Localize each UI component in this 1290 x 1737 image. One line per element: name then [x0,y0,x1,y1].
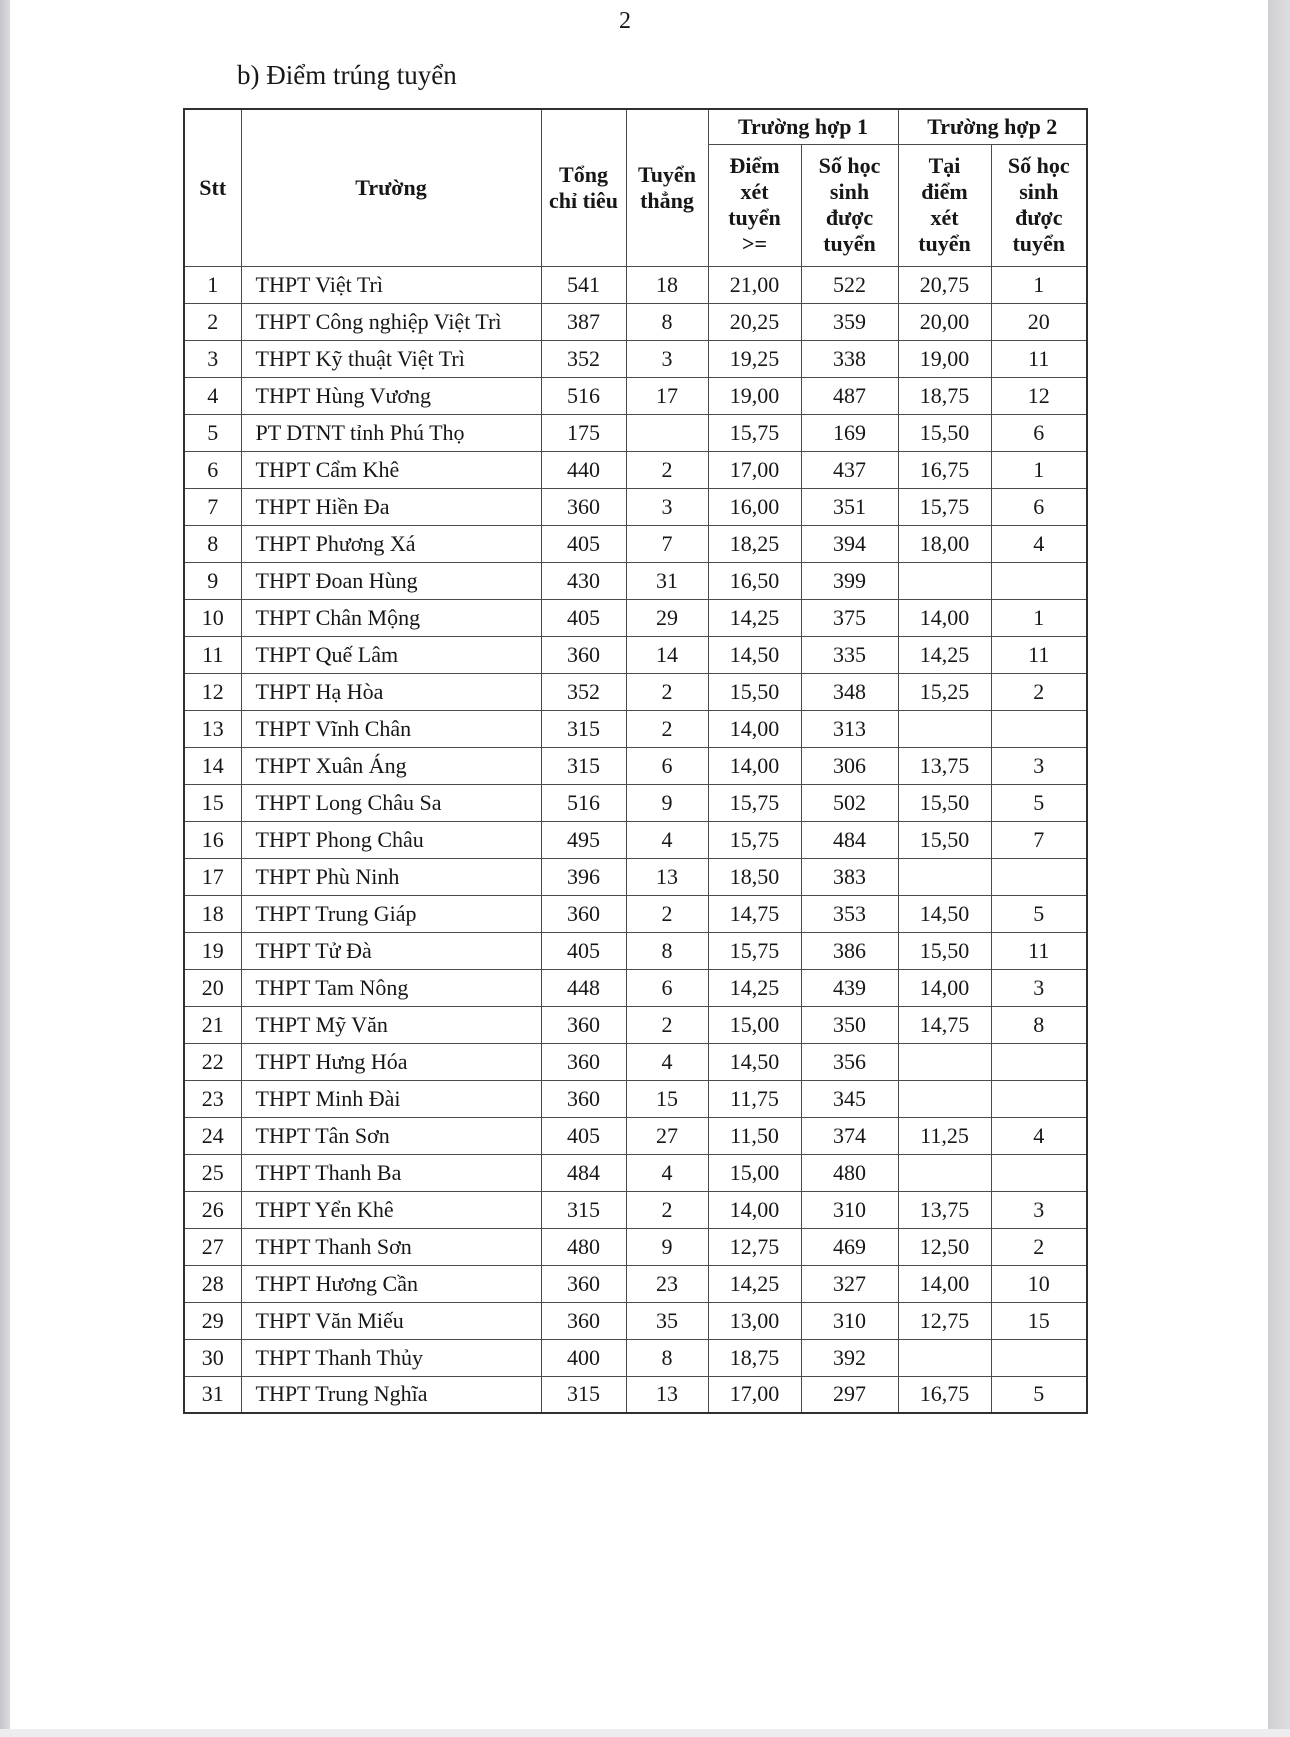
table-header [184,109,1087,266]
row-number: 23 [184,1080,241,1117]
case2-score-value: 15,50 [898,932,991,969]
total-quota-value: 315 [541,1191,626,1228]
row-number: 29 [184,1302,241,1339]
row-number: 12 [184,673,241,710]
case2-students-value: 5 [991,895,1087,932]
case2-students-value [991,1154,1087,1191]
row-number: 30 [184,1339,241,1376]
table-row [184,747,1087,784]
case1-score-value: 16,00 [708,488,801,525]
case1-score-value: 17,00 [708,1376,801,1413]
table-row [184,377,1087,414]
school-name: THPT Thanh Sơn [241,1228,541,1265]
direct-admission-value: 4 [626,1154,708,1191]
row-number: 26 [184,1191,241,1228]
row-number: 3 [184,340,241,377]
total-quota-value: 175 [541,414,626,451]
row-number: 22 [184,1043,241,1080]
school-name: THPT Trung Giáp [241,895,541,932]
case1-score-value: 14,25 [708,1265,801,1302]
row-number: 20 [184,969,241,1006]
direct-admission-value: 18 [626,266,708,303]
case1-score-value: 14,00 [708,747,801,784]
row-number: 2 [184,303,241,340]
total-quota-value: 516 [541,377,626,414]
header-case1-group: Trường hợp 1 [708,109,898,144]
total-quota-value: 360 [541,1080,626,1117]
row-number: 7 [184,488,241,525]
direct-admission-value: 17 [626,377,708,414]
table-row [184,710,1087,747]
case1-score-value: 15,00 [708,1154,801,1191]
total-quota-value: 360 [541,1006,626,1043]
total-quota-value: 315 [541,747,626,784]
direct-admission-value: 4 [626,1043,708,1080]
case2-score-value: 14,00 [898,1265,991,1302]
case1-students-value: 310 [801,1302,898,1339]
direct-admission-value: 13 [626,1376,708,1413]
case2-score-value: 14,00 [898,599,991,636]
case1-students-value: 439 [801,969,898,1006]
total-quota-value: 352 [541,673,626,710]
table-row [184,932,1087,969]
case1-students-value: 356 [801,1043,898,1080]
case2-score-value: 11,25 [898,1117,991,1154]
direct-admission-value: 15 [626,1080,708,1117]
direct-admission-value: 4 [626,821,708,858]
case1-score-value: 18,75 [708,1339,801,1376]
total-quota-value: 360 [541,1302,626,1339]
row-number: 15 [184,784,241,821]
case2-score-value [898,858,991,895]
school-name: THPT Vĩnh Chân [241,710,541,747]
case1-score-value: 21,00 [708,266,801,303]
table-row [184,1080,1087,1117]
case2-score-value: 16,75 [898,1376,991,1413]
case1-students-value: 392 [801,1339,898,1376]
case2-score-value [898,1080,991,1117]
case1-students-value: 335 [801,636,898,673]
table-row [184,1117,1087,1154]
school-name: THPT Kỹ thuật Việt Trì [241,340,541,377]
table-row [184,636,1087,673]
table-row [184,1302,1087,1339]
case1-score-value: 19,25 [708,340,801,377]
table-row [184,1376,1087,1413]
case1-students-value: 313 [801,710,898,747]
case1-score-value: 14,00 [708,710,801,747]
total-quota-value: 315 [541,1376,626,1413]
case1-students-value: 374 [801,1117,898,1154]
row-number: 17 [184,858,241,895]
header-school: Trường [241,109,541,266]
case1-students-value: 522 [801,266,898,303]
table-row [184,1191,1087,1228]
table-row [184,599,1087,636]
total-quota-value: 360 [541,1265,626,1302]
total-quota-value: 396 [541,858,626,895]
case1-score-value: 14,25 [708,599,801,636]
case1-students-value: 348 [801,673,898,710]
case2-score-value [898,710,991,747]
case1-students-value: 338 [801,340,898,377]
table-row [184,562,1087,599]
case1-score-value: 11,50 [708,1117,801,1154]
total-quota-value: 405 [541,932,626,969]
case2-score-value [898,562,991,599]
total-quota-value: 448 [541,969,626,1006]
table-body [184,266,1087,1413]
case2-students-value: 12 [991,377,1087,414]
case2-students-value: 20 [991,303,1087,340]
case1-score-value: 14,25 [708,969,801,1006]
table-row [184,673,1087,710]
total-quota-value: 387 [541,303,626,340]
direct-admission-value: 7 [626,525,708,562]
case2-students-value: 3 [991,747,1087,784]
school-name: THPT Hùng Vương [241,377,541,414]
table-row [184,525,1087,562]
case1-students-value: 394 [801,525,898,562]
total-quota-value: 352 [541,340,626,377]
table-row [184,895,1087,932]
row-number: 31 [184,1376,241,1413]
school-name: THPT Phong Châu [241,821,541,858]
total-quota-value: 360 [541,488,626,525]
school-name: THPT Phương Xá [241,525,541,562]
table-row [184,488,1087,525]
school-name: THPT Tử Đà [241,932,541,969]
case2-score-value: 18,75 [898,377,991,414]
direct-admission-value: 31 [626,562,708,599]
case2-students-value [991,1339,1087,1376]
table-row [184,266,1087,303]
direct-admission-value: 29 [626,599,708,636]
row-number: 8 [184,525,241,562]
case2-students-value: 6 [991,488,1087,525]
direct-admission-value: 3 [626,340,708,377]
total-quota-value: 315 [541,710,626,747]
direct-admission-value: 14 [626,636,708,673]
direct-admission-value: 6 [626,747,708,784]
direct-admission-value: 9 [626,784,708,821]
row-number: 16 [184,821,241,858]
school-name: THPT Hương Cần [241,1265,541,1302]
case1-students-value: 359 [801,303,898,340]
case2-students-value: 1 [991,266,1087,303]
case2-score-value: 12,75 [898,1302,991,1339]
case1-students-value: 502 [801,784,898,821]
case1-students-value: 399 [801,562,898,599]
total-quota-value: 360 [541,1043,626,1080]
header-case2-group: Trường hợp 2 [898,109,1087,144]
total-quota-value: 480 [541,1228,626,1265]
case2-score-value: 15,25 [898,673,991,710]
school-name: THPT Quế Lâm [241,636,541,673]
case1-score-value: 11,75 [708,1080,801,1117]
case2-score-value: 13,75 [898,747,991,784]
case1-score-value: 18,50 [708,858,801,895]
case1-score-value: 19,00 [708,377,801,414]
case2-students-value: 4 [991,525,1087,562]
direct-admission-value: 8 [626,1339,708,1376]
case2-students-value: 7 [991,821,1087,858]
header-case2-students: Số học sinh được tuyển [991,144,1087,266]
school-name: THPT Yển Khê [241,1191,541,1228]
case2-score-value: 13,75 [898,1191,991,1228]
case2-score-value: 15,50 [898,821,991,858]
case2-students-value [991,858,1087,895]
case2-score-value [898,1043,991,1080]
direct-admission-value: 27 [626,1117,708,1154]
case1-score-value: 18,25 [708,525,801,562]
case2-students-value: 2 [991,673,1087,710]
row-number: 27 [184,1228,241,1265]
case2-students-value: 15 [991,1302,1087,1339]
table-row [184,303,1087,340]
case1-students-value: 350 [801,1006,898,1043]
header-group-row [184,109,1087,144]
table-row [184,1228,1087,1265]
direct-admission-value: 23 [626,1265,708,1302]
direct-admission-value: 3 [626,488,708,525]
case1-score-value: 17,00 [708,451,801,488]
row-number: 6 [184,451,241,488]
case1-score-value: 16,50 [708,562,801,599]
total-quota-value: 405 [541,525,626,562]
case1-students-value: 386 [801,932,898,969]
total-quota-value: 541 [541,266,626,303]
case2-score-value: 12,50 [898,1228,991,1265]
case2-students-value: 2 [991,1228,1087,1265]
case2-students-value: 1 [991,451,1087,488]
row-number: 9 [184,562,241,599]
case2-students-value: 11 [991,340,1087,377]
school-name: THPT Tam Nông [241,969,541,1006]
case1-students-value: 469 [801,1228,898,1265]
table-row [184,451,1087,488]
case1-score-value: 14,50 [708,1043,801,1080]
header-case1-score: Điểm xét tuyển >= [708,144,801,266]
row-number: 28 [184,1265,241,1302]
case2-students-value: 1 [991,599,1087,636]
school-name: PT DTNT tỉnh Phú Thọ [241,414,541,451]
row-number: 5 [184,414,241,451]
case1-students-value: 484 [801,821,898,858]
case1-students-value: 480 [801,1154,898,1191]
scan-edge-left [0,0,10,1737]
row-number: 11 [184,636,241,673]
school-name: THPT Hạ Hòa [241,673,541,710]
case1-score-value: 20,25 [708,303,801,340]
case2-score-value: 14,50 [898,895,991,932]
case1-students-value: 437 [801,451,898,488]
table-row [184,1339,1087,1376]
direct-admission-value: 2 [626,673,708,710]
scan-edge-bottom [0,1729,1290,1737]
case1-score-value: 15,75 [708,414,801,451]
school-name: THPT Long Châu Sa [241,784,541,821]
case2-score-value: 15,75 [898,488,991,525]
school-name: THPT Tân Sơn [241,1117,541,1154]
direct-admission-value: 8 [626,303,708,340]
case2-students-value: 11 [991,932,1087,969]
row-number: 18 [184,895,241,932]
direct-admission-value: 6 [626,969,708,1006]
header-case1-students: Số học sinh được tuyển [801,144,898,266]
table-row [184,1265,1087,1302]
school-name: THPT Việt Trì [241,266,541,303]
table-row [184,1043,1087,1080]
case1-score-value: 15,75 [708,821,801,858]
case2-score-value: 20,00 [898,303,991,340]
case1-students-value: 353 [801,895,898,932]
row-number: 21 [184,1006,241,1043]
case1-students-value: 310 [801,1191,898,1228]
case2-students-value: 11 [991,636,1087,673]
case1-score-value: 15,50 [708,673,801,710]
direct-admission-value: 13 [626,858,708,895]
case2-students-value: 5 [991,1376,1087,1413]
total-quota-value: 360 [541,636,626,673]
case1-students-value: 487 [801,377,898,414]
school-name: THPT Thanh Ba [241,1154,541,1191]
total-quota-value: 405 [541,1117,626,1154]
scan-edge-right [1268,0,1290,1737]
school-name: THPT Hiền Đa [241,488,541,525]
case2-score-value: 19,00 [898,340,991,377]
case2-score-value: 15,50 [898,414,991,451]
case1-score-value: 14,75 [708,895,801,932]
case2-score-value: 20,75 [898,266,991,303]
direct-admission-value: 2 [626,895,708,932]
table-row [184,821,1087,858]
case1-students-value: 297 [801,1376,898,1413]
school-name: THPT Trung Nghĩa [241,1376,541,1413]
row-number: 19 [184,932,241,969]
section-title: b) Điểm trúng tuyển [237,60,457,90]
case1-students-value: 375 [801,599,898,636]
school-name: THPT Thanh Thủy [241,1339,541,1376]
case2-score-value: 14,75 [898,1006,991,1043]
total-quota-value: 440 [541,451,626,488]
case2-students-value [991,1043,1087,1080]
direct-admission-value: 2 [626,1006,708,1043]
school-name: THPT Minh Đài [241,1080,541,1117]
school-name: THPT Hưng Hóa [241,1043,541,1080]
case1-score-value: 14,50 [708,636,801,673]
total-quota-value: 360 [541,895,626,932]
table-row [184,784,1087,821]
total-quota-value: 495 [541,821,626,858]
header-case2-score: Tại điểm xét tuyển [898,144,991,266]
total-quota-value: 405 [541,599,626,636]
case2-students-value [991,1080,1087,1117]
admission-score-table [183,108,1088,1414]
case2-score-value: 16,75 [898,451,991,488]
direct-admission-value: 2 [626,1191,708,1228]
row-number: 10 [184,599,241,636]
total-quota-value: 516 [541,784,626,821]
case2-score-value: 14,00 [898,969,991,1006]
row-number: 24 [184,1117,241,1154]
case1-students-value: 327 [801,1265,898,1302]
table-row [184,1154,1087,1191]
school-name: THPT Đoan Hùng [241,562,541,599]
direct-admission-value [626,414,708,451]
case1-students-value: 306 [801,747,898,784]
direct-admission-value: 2 [626,451,708,488]
header-direct-admission: Tuyển thẳng [626,109,708,266]
case2-students-value: 8 [991,1006,1087,1043]
case2-students-value [991,562,1087,599]
page-number: 2 [619,8,631,34]
school-name: THPT Chân Mộng [241,599,541,636]
total-quota-value: 430 [541,562,626,599]
total-quota-value: 484 [541,1154,626,1191]
case2-students-value [991,710,1087,747]
school-name: THPT Xuân Áng [241,747,541,784]
case2-score-value: 18,00 [898,525,991,562]
row-number: 1 [184,266,241,303]
table-row [184,340,1087,377]
row-number: 25 [184,1154,241,1191]
school-name: THPT Văn Miếu [241,1302,541,1339]
header-total-quota: Tổng chỉ tiêu [541,109,626,266]
case1-students-value: 351 [801,488,898,525]
case1-score-value: 12,75 [708,1228,801,1265]
row-number: 13 [184,710,241,747]
school-name: THPT Phù Ninh [241,858,541,895]
case2-score-value: 15,50 [898,784,991,821]
case1-score-value: 14,00 [708,1191,801,1228]
direct-admission-value: 8 [626,932,708,969]
table-row [184,1006,1087,1043]
table-row [184,969,1087,1006]
case1-students-value: 383 [801,858,898,895]
total-quota-value: 400 [541,1339,626,1376]
school-name: THPT Cẩm Khê [241,451,541,488]
case1-students-value: 169 [801,414,898,451]
case1-score-value: 13,00 [708,1302,801,1339]
case1-score-value: 15,75 [708,932,801,969]
header-stt: Stt [184,109,241,266]
case1-score-value: 15,75 [708,784,801,821]
case2-score-value: 14,25 [898,636,991,673]
table-row [184,858,1087,895]
case2-score-value [898,1154,991,1191]
case1-students-value: 345 [801,1080,898,1117]
row-number: 14 [184,747,241,784]
row-number: 4 [184,377,241,414]
direct-admission-value: 2 [626,710,708,747]
case1-score-value: 15,00 [708,1006,801,1043]
case2-students-value: 6 [991,414,1087,451]
case2-students-value: 10 [991,1265,1087,1302]
case2-students-value: 5 [991,784,1087,821]
case2-students-value: 3 [991,969,1087,1006]
case2-students-value: 3 [991,1191,1087,1228]
table-row [184,414,1087,451]
school-name: THPT Công nghiệp Việt Trì [241,303,541,340]
case2-score-value [898,1339,991,1376]
direct-admission-value: 35 [626,1302,708,1339]
direct-admission-value: 9 [626,1228,708,1265]
school-name: THPT Mỹ Văn [241,1006,541,1043]
case2-students-value: 4 [991,1117,1087,1154]
